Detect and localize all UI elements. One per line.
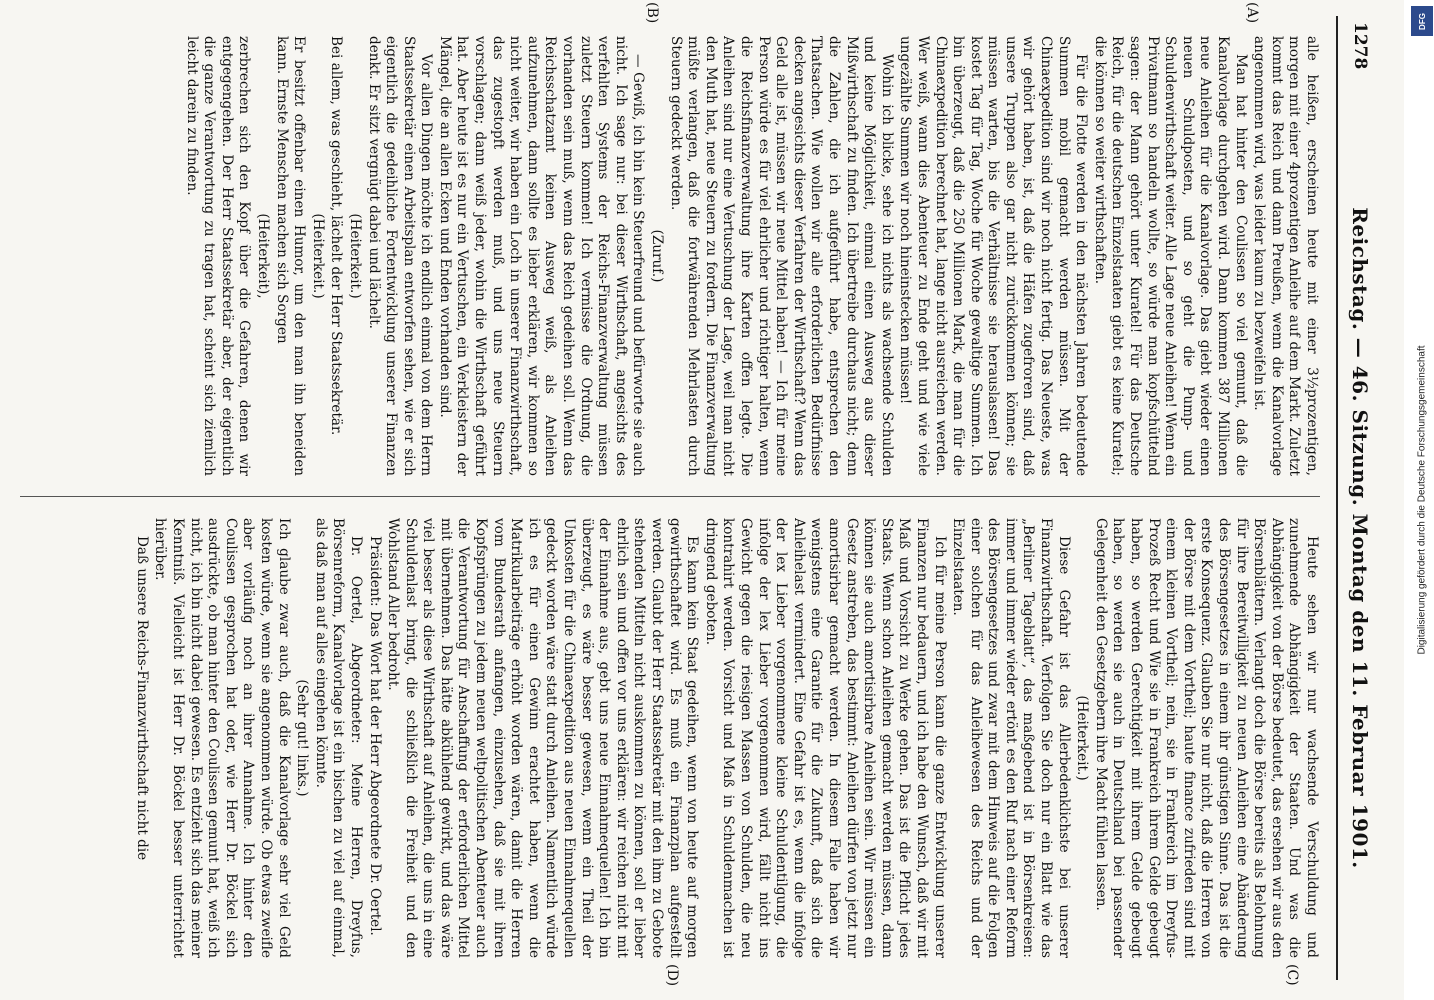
column-divider	[20, 496, 1320, 497]
paragraph: Es kann kein Staat gedeihen, wenn von heute auf morgen gewirthschaftet wird. Es muß ein Finanzplan aufgestellt werden. Glaubt der Herr Staatssekretär mit den ihm zu Gebote stehenden Mitteln nicht auskommen zu können, soll er lieber ehrlich sein und offen vor uns erklären: wir reichen nicht mit der Einnahme aus, gebt uns neue Einnahmequellen! Ich bin überzeugt, es wäre besser gewesen, wenn ein Theil der Unkosten für die Chinaexpedition aus neuen Einnahmequellen gedeckt worden wäre statt durch Anleihen. Namentlich würde ich es für einen Gewinn erachtet haben, wenn die Matrikularbeiträge erhöht worden wären, damit die Herren vom Bundesrath anfangen, einzusehen, daß sie mit ihren Kopfsprüngen zu jedem neuen weltpolitischen Abenteuer auch die Verantwortung für Anschaffung der erforderlichen Mittel mit übernehmen. Das hätte abkühlend gewirkt, und das wäre viel besser als diese Wirthschaft auf Anleihen, die uns in eine Schuldenlast bringt, die schließlich die Freiheit und den Wohlstand Aller bedroht.	[385, 518, 701, 958]
paragraph: Dr. Oertel, Abgeordneter: Meine Herren, Dreyfus, Börsenreform, Kanalvorlage ist ein bischen zu viel auf einmal, als daß man auf alles eingehen könnte.	[312, 518, 364, 958]
paragraph: Vor allen Dingen möchte ich endlich einmal von dem Herrn Staatssekretär einen Arbeitsplan entworfen sehen, wie er sich eigentlich die gedeihliche Fortentwicklung unserer Finanzen denkt. Er sitzt vergnügt dabei und lächelt.	[365, 36, 435, 476]
paragraph: Diese Gefahr ist das Allerbedenklichste bei unserer Finanzwirthschaft. Verfolgen Sie doch nur ein Blatt wie das „Berliner Tageblatt“, das maßgebend ist in Börsenkreisen: immer und immer wieder ertönt es den Ruf nach einer Reform des Börsengesetzes und zwar mit dem Hinweis auf die Folgen einer solchen für das Anleihewesen des Reichs und der Einzelstaaten.	[950, 518, 1072, 958]
digitization-credit: Digitalisierung gefördert durch die Deutsche Forschungsgemeinschaft	[1416, 345, 1428, 655]
interjection: (Heiterkeit.)	[309, 213, 326, 299]
paragraph: Ich für meine Person kann die ganze Entwicklung unserer Finanzen nur bedauern, und ich habe den Wunsch, daß wir mit Maß und Vorsicht zu Werke gehen. Das ist die Pflicht jedes Staats. Wenn schon Anleihen gemacht werden müssen, dann können sie auch amortisirbare Anleihen sein. Wir müssen ein Gesetz anstreben, das bestimmt: Anleihen dürfen von jetzt nur amortisirbar gemacht werden. In diesem Falle haben wir wenigstens eine Garantie für die Zukunft, daß sich die Anleihelast vermindert. Eine Gefahr ist es, wenn die infolge der lex Lieber vorgenommene kleine Schuldentilgung, die infolge der lex Lieber vorgenommen wird, fällt nicht ins Gewicht gegen die riesigen Massen von Schulden, die neu kontrahirt werden. Vorsicht und Maß in Schuldenmachen ist dringend geboten.	[702, 518, 948, 958]
paragraph: Er besitzt offenbar einen Humor, um den man ihn beneiden kann. Ernste Menschen machen sich Sorgen	[273, 36, 308, 476]
paragraph: Man hat hinter den Coulissen so viel gemunt, daß die Kanalvorlage durchgehen wird. Dann kommen 387 Millionen neue Anleihen für die Kanalvorlage. Das giebt wieder einen neuen Schuldposten, und so geht die Pump- und Schuldenwirthschaft weiter. Alle Lage neue Anleihen! Wenn ein Privatmann so handeln wollte, so würde man kopfschüttelnd sagen: der Mann gehört unter Kuratel! Für das Deutsche Reich, für die deutschen Einzelstaaten giebt es keine Kuratel; die können so weiter wirthschaften.	[1091, 36, 1249, 476]
paragraph: Wohin ich blicke, sehe ich nichts als wachsende Schulden und keine Möglichkeit, einmal einen Ausweg aus dieser Mißwirthschaft zu finden. Ich übertreibe durchaus nicht; denn die Zahlen, die ich aufgeführt habe, entsprechen den Thatsachen. Wie wollen wir alle erforderlichen Bedürfnisse decken angesichts dieser Verfahren der Wirthschaft? Wenn das Geld alle ist, müssen wir neue Mittel haben! — Ich für meine Person würde es für viel ehrlicher und richtiger halten, wenn die Reichsfinanzverwaltung ihre Karten offen legte. Die Anleihen sind nur eine Vertuschung der Lage, weil man nicht den Muth hat, neue Steuern zu fordern. Die Finanzverwaltung müßte verlangen, daß die fortwährenden Mehrlasten durch Steuern gedeckt werden.	[667, 36, 895, 476]
paragraph: alle heißen, erscheinen heute mit einer 3½prozentigen, morgen mit einer 4prozentigen Anleihe auf dem Markt. Zuletzt kommt das Reich und dann Preußen, wenn die Kanalvorlage angenommen wird, was leider kaum zu bezweifeln ist.	[1251, 36, 1320, 476]
left-column	[20, 36, 1320, 476]
marker-c: (C)	[1284, 964, 1300, 986]
interjection: (Zuruf.)	[649, 229, 666, 283]
page-number: 1278	[1350, 22, 1370, 70]
running-head: Reichstag. — 46. Sitzung. Montag den 11. Februar 1901.	[1348, 207, 1372, 869]
paragraph: Bei allem, was geschieht, lächelt der Herr Staatssekretär.	[328, 36, 345, 436]
interjection: (Heiterkeit.)	[1074, 695, 1091, 781]
paragraph: Heute sehen wir nur wachsende Verschuldung und zunehmende Abhängigkeit der Staaten. Und was die Abhängigkeit von der Börse bedeutet, das ersehen wir aus den Börsenblättern. Verlangt doch die Börse bereits als Belohnung für ihre Bereitwilligkeit zu neuen Anleihen eine Abänderung des Börsengesetzes in einem ihr günstigen Sinne. Das ist die erste Konsequenz. Glauben Sie nur nicht, daß die Herren von der Börse mit dem Vortheil; haute finance zufrieden sind mit einem kleinen Vortheil; nein, sie in Frankreich im Dreyfus-Prozeß Recht und Wie sie in Frankreich ihrem Gelde gebeugt haben, so werden Gerechtigkeit mit ihrem Gelde gebeugt haben, so werden sie auch in Deutschland bei passender Gelegenheit den Gesetzgebern ihre Macht fühlen lassen.	[1092, 518, 1320, 958]
right-column	[20, 518, 1320, 958]
paragraph: Ich glaube zwar auch, daß die Kanalvorlage sehr viel Geld kosten würde, wenn sie angenommen würde. Ob etwas zweifle aber vorläufig noch an ihrer Annahme. Ich hinter den Coulissen gesprochen hat oder, wie Herr Dr. Böckel sich ausdrückte, ob man hinter den Coulissen gemunt hat, weiß ich nicht, ich bin nicht dabei gewesen. Es entzieht sich das meiner Kenntniß. Vielleicht ist Herr Dr. Böckel besser unterrichtet hierüber.	[152, 518, 292, 958]
paragraph: Daß unsere Reichs-Finanzwirthschaft nicht die	[133, 536, 150, 861]
marker-d: (D)	[664, 964, 680, 987]
speaker-line: Präsident: Das Wort hat der Herr Abgeordnete Dr. Oertel.	[366, 536, 383, 936]
interjection: (Heiterkeit),	[254, 213, 271, 299]
paragraph: zerbrechen sich den Kopf über die Gefahren, denen wir entgegengehen. Der Herr Staatssekretär aber, der eigentlich die ganze Verantwortung zu tragen hat, scheint sich ziemlich leicht darein zu finden.	[183, 36, 253, 476]
paragraph: — Gewiß, ich bin kein Steuerfreund und befürworte sie auch nicht. Ich sage nur: bei dieser Wirthschaft, angesichts des verfehlten Systems der Reichs-Finanzverwaltung müssen zuletzt Steuern kommen! Ich vermisse die Ordnung, die vorhanden sein muß, wenn das Reich gedeihen soll. Wenn das Reichsschatzamt keinen Ausweg weiß, als Anleihen aufzunehmen, dann sollte es lieber erklären, wir kommen so nicht weiter, wir haben ein Loch in unserer Finanzwirthschaft, das zugestopft werden muß, und uns neue Steuern vorschlagen; dann weiß jeder, wohin die Wirthschaft geführt hat. Aber heute ist es nur ein Vertuschen, ein Verkleistern der Mängel, die an allen Ecken und Enden vorhanden sind.	[436, 36, 647, 476]
page-header	[1336, 16, 1378, 980]
dfg-logo: DFG	[1411, 6, 1433, 36]
paragraph: Für die Flotte werden in den nächsten Jahren bedeutende Summen mobil gemacht werden müssen. Mit der Chinaexpedition sind wir noch nicht fertig. Das Neueste, was wir gehört haben, ist, daß die Häfen zugefroren sind, daß unsere Truppen also gar nicht zurückkommen können; sie müssen warten, bis die Verhältnisse sie herauslassen! Das kostet Tag für Tag, Woche für Woche gewaltige Summen. Ich bin überzeugt, daß die 250 Millionen Mark, die man für die Chinaexpedition berechnet hat, lange nicht ausreichen werden. Wer weiß, wann dies Abenteuer zu Ende geht und wie viele ungezählte Summen wir noch hineinstecken müssen!	[897, 36, 1090, 476]
marker-a: (A)	[1244, 2, 1260, 24]
interjection: (Heiterkeit.)	[346, 213, 363, 299]
marker-b: (B)	[644, 2, 660, 24]
interjection: (Sehr gut! links.)	[294, 679, 311, 797]
